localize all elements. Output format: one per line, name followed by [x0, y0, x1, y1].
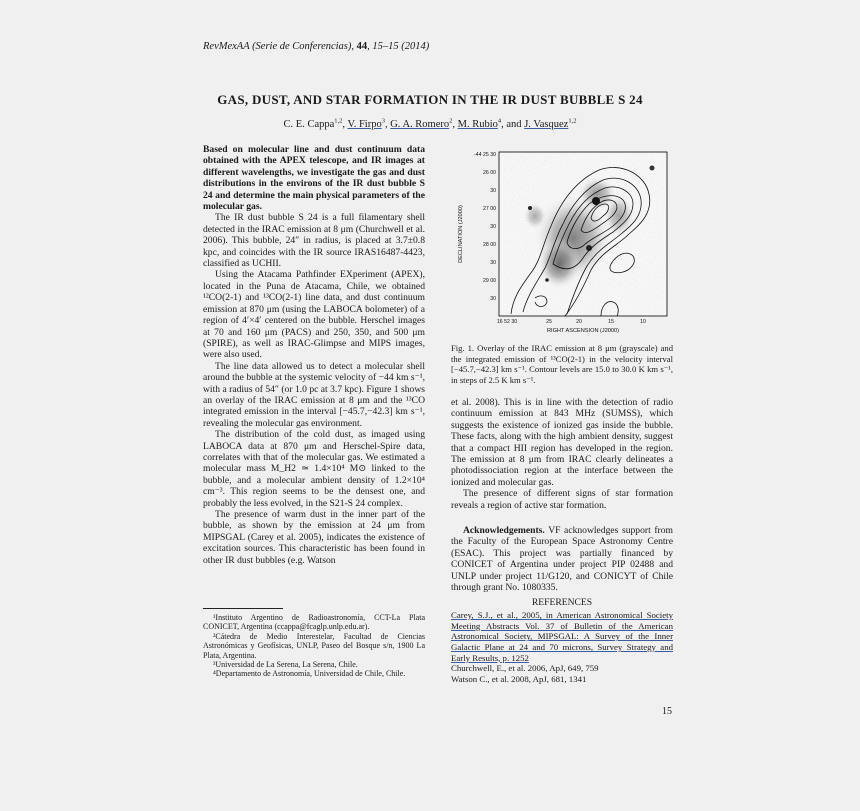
x-tick-label: 20 — [576, 319, 582, 325]
x-axis-label: RIGHT ASCENSION (J2000) — [546, 328, 620, 334]
y-tick-label: 30 — [490, 296, 496, 302]
reference-item: Churchwell, E., et al. 2006, ApJ, 649, 759 — [451, 663, 599, 674]
footnotes — [203, 608, 425, 679]
y-tick-label: -44 25 30 — [474, 152, 496, 158]
left-column — [203, 144, 425, 566]
y-tick-label: 27 00 — [483, 206, 496, 212]
y-tick-label: 26 00 — [483, 170, 496, 176]
author-link[interactable]: V. Firpo — [347, 119, 382, 130]
paragraph: The distribution of the cold dust, as imaged using LABOCA data at 870 μm and Herschel-Spire data, correlates with that of the molecular gas. We estimated a molecular mass M_H2 ≃ 1.4×10⁴ M⊙ linked to the bubble, and a molecular ambient density of 1.2×10⁴ cm⁻³. This region seems to be the densest one, and probably the less evolved, in the S21-S 24 complex. — [203, 429, 425, 509]
footnote: ³Universidad de La Serena, La Serena, Chile. — [213, 660, 358, 670]
footnote: ²Cátedra de Medio Interestelar, Facultad de Ciencias Astronómicas y Geofísicas, UNLP, Paseo del Bosque s/n, 1900 La Plata, Argentina. — [203, 631, 425, 660]
x-tick-label: 25 — [546, 319, 552, 325]
paper-title: GAS, DUST, AND STAR FORMATION IN THE IR DUST BUBBLE S 24 — [217, 92, 643, 107]
journal-header: RevMexAA (Serie de Conferencias), 44, 15–15 (2014) — [203, 41, 430, 52]
y-tick-label: 29 00 — [483, 278, 496, 284]
page-number: 15 — [662, 706, 672, 717]
acknowledgements: Acknowledgements. VF acknowledges support from the Faculty of the European Space Astronomy Centre (ESAC). This project was partially financed by CONICET of Argentina under project PIP 02488 and UNLP under project 11/G120, and CONICYT of Chile through grant No. 1080335. — [451, 525, 673, 594]
author-name: C. E. Cappa — [283, 119, 335, 130]
abstract: Based on molecular line and dust continuum data obtained with the APEX telescope, and IR images at different wavelengths, we investigate the gas and dust distributions in the environs of the IR dust bubble S 24 and determine the main physical parameters of the molecular gas. — [203, 144, 425, 213]
y-tick-label: 30 — [490, 260, 496, 266]
grayscale-image — [499, 152, 667, 316]
figure-1-contour-map — [451, 146, 673, 338]
x-tick-label: 15 — [608, 319, 614, 325]
author-list: C. E. Cappa$^{1,2}$, V. Firpo$^3$, G. A. Romero$^2$, M. Rubio$^4$, and J. Vasquez$^{1,2}$ — [283, 117, 577, 130]
paragraph: Using the Atacama Pathfinder EXperiment (APEX), located in the Puna de Atacama, Chile, we obtained ¹²CO(2-1) and ¹³CO(2-1) line data, and dust continuum emission at 870 μm (using the LABOCA bolometer) of a region of 4′×4′ centered on the bubble. Herschel images at 70 and 160 μm (PACS) and 250, 350, and 500 μm (SPIRE), as well as IRAC-Glimpse and MIPS images, were also used. — [203, 269, 425, 361]
paragraph: The presence of warm dust in the inner part of the bubble, as shown by the emission at 24 μm from MIPSGAL (Carey et al. 2005), indicates the existence of excitation sources. This characteristic has been found in other IR dust bubbles (e.g. Watson — [203, 509, 425, 566]
paragraph: The presence of different signs of star formation reveals a region of active star formation. — [451, 488, 673, 511]
y-tick-label: 28 00 — [483, 242, 496, 248]
right-column — [451, 397, 673, 685]
author-link[interactable]: J. Vasquez — [524, 119, 569, 130]
x-axis-ticks — [497, 319, 646, 325]
reference-item[interactable]: Carey, S.J., et al., 2005, in American Astronomical Society Meeting Abstracts Vol. 37 of Bulletin of the American Astronomical Society, MIPSGAL: A Survey of the Inner Galactic Plane at 24 and 70 microns, Survey Strategy and Early Results, p. 1252 — [451, 609, 673, 663]
footnote: ⁴Departamento de Astronomía, Universidad de Chile, Chile. — [213, 669, 406, 679]
y-axis-ticks — [474, 152, 496, 302]
references-heading: REFERENCES — [531, 596, 593, 608]
x-tick-label: 16 52 30 — [496, 319, 518, 325]
footnote-rule — [203, 608, 283, 609]
y-tick-label: 30 — [490, 224, 496, 230]
figure-caption: Fig. 1. Overlay of the IRAC emission at 8 μm (grayscale) and the integrated emission of ¹³CO(2-1) in the velocity interval [−45.7,−42.3] km s⁻¹. Contour levels are 15.0 to 30.0 K km s⁻¹, in steps of 2.5 K km s⁻¹. — [451, 343, 673, 385]
author-link[interactable]: G. A. Romero — [390, 119, 450, 130]
acknowledgements-heading: Acknowledgements. — [463, 525, 545, 537]
y-axis-label: DECLINATION (J2000) — [458, 205, 464, 263]
author-link[interactable]: M. Rubio — [457, 119, 498, 130]
reference-item: Watson C., et al. 2008, ApJ, 681, 1341 — [451, 674, 587, 685]
footnote: ¹Instituto Argentino de Radioastronomía, CCT-La Plata CONICET, Argentina (ccappa@fcaglp.unlp.edu.ar). — [203, 613, 425, 632]
x-tick-label: 10 — [640, 319, 646, 325]
y-tick-label: 30 — [490, 188, 496, 194]
paragraph: The line data allowed us to detect a molecular shell around the bubble at the systemic velocity of −44 km s⁻¹, with a radius of 54″ (or 1.0 pc at 3.7 kpc). Figure 1 shows an overlay of the IRAC emission at 8 μm and the ¹³CO integrated emission in the interval [−45.7,−42.3] km s⁻¹, revealing the molecular gas environment. — [203, 360, 425, 429]
paragraph: et al. 2008). This is in line with the detection of radio continuum emission at 843 MHz (SUMSS), which suggests the existence of ionized gas inside the bubble. These facts, along with the high ambient density, suggest that a compact HII region has developed in the region. The emission at 8 μm from IRAC clearly delineates a photodissociation region at the interface between the ionized and molecular gas. — [451, 397, 673, 488]
paragraph: The IR dust bubble S 24 is a full filamentary shell detected in the IRAC emission at 8 μm (Churchwell et al. 2006). This bubble, 24″ in radius, is placed at 3.7±0.8 kpc, and coincides with the IR source IRAS16487-4423, classified as UCHII. — [203, 212, 425, 270]
